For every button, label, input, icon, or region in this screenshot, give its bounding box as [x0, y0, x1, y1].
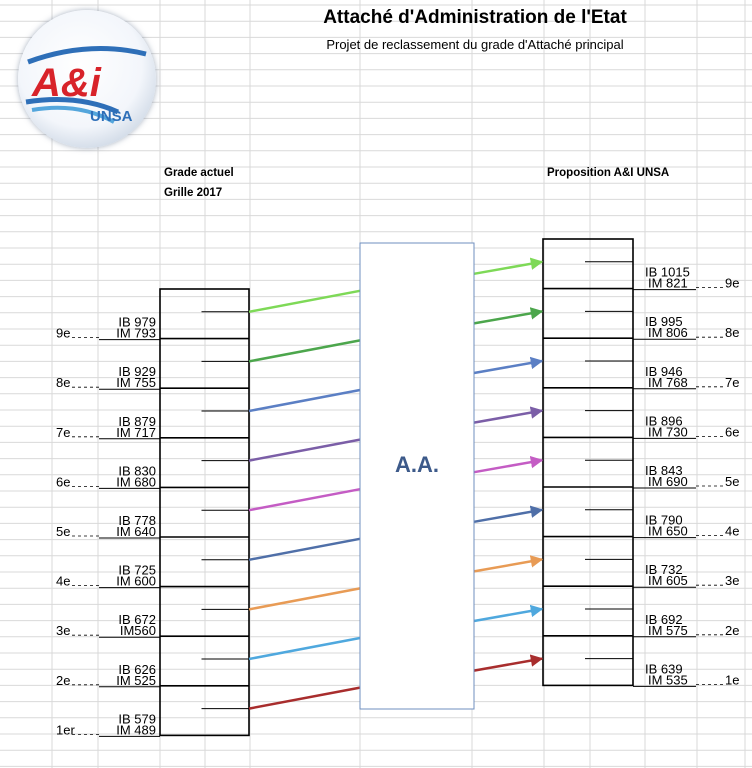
right-step-ib: IB 946 [645, 363, 683, 379]
right-step-im: IM 821 [648, 275, 688, 291]
left-step-ib: IB 725 [118, 562, 156, 578]
right-ladder-frame [543, 239, 633, 685]
right-heading: Proposition A&I UNSA [547, 167, 670, 179]
arrow-6e-segment-right [474, 411, 542, 423]
left-step-echelon: 6e [56, 474, 71, 490]
left-step-ib: IB 579 [118, 711, 156, 727]
left-step-im: IM 793 [116, 325, 156, 341]
left-step-im: IM 640 [116, 524, 156, 539]
right-step-im: IM 768 [648, 374, 688, 390]
right-grade-ladder [543, 239, 739, 687]
right-step-echelon: 2e [725, 622, 740, 638]
left-step-echelon: 5e [56, 524, 71, 539]
arrow-9e-segment-right [474, 262, 542, 274]
left-step-ib: IB 929 [118, 364, 156, 380]
left-step-im: IM 680 [116, 474, 156, 490]
arrow-8e-segment-right [474, 311, 542, 323]
left-step-ib: IB 979 [118, 314, 156, 330]
right-step-ib: IB 639 [645, 661, 683, 677]
arrow-1e-segment-right [474, 659, 542, 671]
right-step-im: IM 535 [648, 672, 688, 688]
arrow-2e-segment-right [474, 609, 542, 621]
right-step-im: IM 605 [648, 573, 688, 589]
left-step-echelon: 9e [56, 325, 71, 341]
left-step-im: IM 489 [116, 722, 156, 738]
right-step-echelon: 9e [725, 275, 740, 291]
left-heading-line1: Grade actuel [164, 167, 234, 179]
arrow-8e-segment-left [249, 340, 360, 361]
logo-brand-text: A&i [32, 61, 101, 105]
right-step-im: IM 806 [648, 325, 688, 341]
right-step-ib: IB 995 [645, 314, 683, 330]
arrow-9e-segment-left [249, 291, 360, 312]
arrow-5e-segment-left [249, 489, 360, 510]
left-step-echelon: 7e [56, 424, 71, 440]
right-step-echelon: 1e [725, 672, 740, 688]
right-step-echelon: 6e [725, 424, 740, 440]
left-step-im: IM 717 [116, 424, 156, 440]
arrow-3e-segment-right [474, 559, 542, 571]
left-step-echelon: 2e [56, 672, 71, 688]
right-step-echelon: 8e [725, 325, 740, 341]
arrow-5e-segment-right [474, 460, 542, 472]
left-step-im: IM560 [119, 623, 156, 639]
left-step-ib: IB 879 [118, 413, 156, 429]
right-step-ib: IB 1015 [645, 264, 690, 280]
right-step-ib: IB 896 [645, 413, 683, 429]
right-step-im: IM 575 [648, 622, 688, 638]
arrow-6e-segment-left [249, 440, 360, 461]
right-step-echelon: 4e [725, 523, 740, 539]
right-step-ib: IB 732 [645, 562, 683, 578]
arrow-4e-segment-left [249, 539, 360, 560]
arrow-7e-segment-left [249, 390, 360, 411]
right-step-ib: IB 843 [645, 463, 683, 478]
right-step-echelon: 3e [725, 573, 740, 589]
right-step-echelon: 7e [725, 374, 740, 390]
left-step-im: IM 600 [116, 573, 156, 589]
left-step-echelon: 4e [56, 573, 71, 589]
arrow-7e-segment-right [474, 361, 542, 373]
left-heading-line2: Grille 2017 [164, 187, 223, 199]
left-step-im: IM 755 [116, 375, 156, 391]
center-box-label: A.A. [395, 452, 439, 477]
left-ladder-frame [160, 289, 249, 735]
left-step-echelon: 8e [56, 375, 71, 391]
page-title: Attaché d'Administration de l'Etat [323, 7, 627, 28]
left-step-ib: IB 626 [118, 661, 156, 677]
arrow-3e-segment-left [249, 588, 360, 609]
left-grade-ladder [56, 289, 249, 737]
arrow-2e-segment-left [249, 638, 360, 659]
page-subtitle: Projet de reclassement du grade d'Attaché principal [326, 37, 624, 52]
left-step-echelon: 1er [56, 722, 75, 738]
left-step-ib: IB 778 [118, 513, 156, 528]
right-step-ib: IB 790 [645, 512, 683, 528]
left-step-im: IM 525 [116, 672, 156, 688]
left-step-echelon: 3e [56, 623, 71, 639]
right-step-ib: IB 692 [645, 611, 683, 627]
left-step-ib: IB 672 [118, 612, 156, 628]
right-step-im: IM 690 [648, 474, 688, 489]
right-step-echelon: 5e [725, 474, 740, 489]
right-step-im: IM 650 [648, 523, 688, 539]
right-step-im: IM 730 [648, 424, 688, 440]
logo-union-text: UNSA [90, 108, 133, 125]
arrow-4e-segment-right [474, 510, 542, 522]
arrow-1er-segment-left [249, 688, 360, 709]
left-step-ib: IB 830 [118, 463, 156, 479]
